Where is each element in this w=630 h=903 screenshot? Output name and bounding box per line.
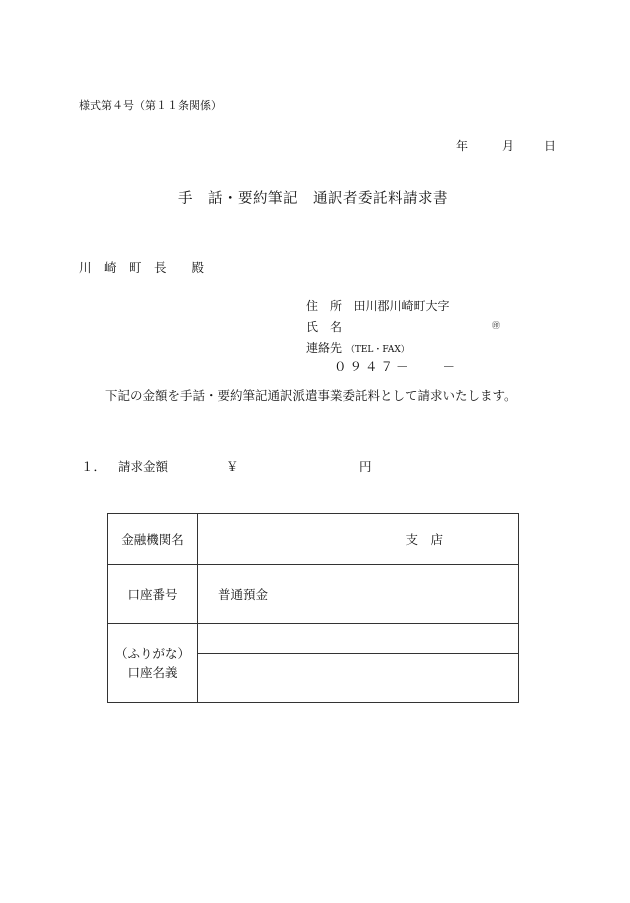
phone-field[interactable]: ０９４７－ － — [334, 359, 459, 374]
date-line — [456, 137, 556, 154]
amount-label — [81, 457, 168, 475]
account-name-label — [108, 624, 198, 703]
date-day: 日 — [544, 139, 557, 153]
sender-address — [306, 297, 449, 314]
account-name-field[interactable] — [198, 654, 519, 703]
request-text: 下記の金額を手話・要約筆記通訳派遣事業委託料として請求いたします。 — [105, 388, 517, 403]
seal-mark: ㊞ — [492, 321, 500, 330]
date-year: 年 — [456, 139, 469, 153]
sender-name[interactable] — [306, 318, 342, 335]
bank-table — [107, 513, 519, 703]
furigana-field[interactable] — [198, 624, 519, 654]
bank-row-account-number — [108, 565, 519, 624]
yen-unit: 円 — [359, 459, 372, 474]
sender-contact — [306, 339, 410, 356]
address-value[interactable]: 田川郡川崎町大字 — [353, 299, 450, 313]
institution-field[interactable] — [198, 514, 519, 565]
account-holder-label: 口座名義 — [127, 665, 178, 680]
yen-sign: ￥ — [226, 459, 239, 474]
form-number: 様式第４号（第１１条関係） — [79, 99, 222, 112]
addressee: 川 崎 町 長 殿 — [79, 260, 205, 275]
account-number-label: 口座番号 — [108, 565, 198, 624]
page-title: 手 話・要約筆記 通訳者委託料請求書 — [178, 191, 448, 207]
account-number-field[interactable] — [198, 565, 519, 624]
branch-label: 支 店 — [405, 532, 443, 547]
furigana-label: （ふりがな） — [114, 646, 190, 661]
date-month: 月 — [502, 139, 515, 153]
amount-label-text: 請求金額 — [117, 459, 168, 474]
contact-note: （TEL・FAX） — [345, 345, 410, 355]
name-label: 氏 名 — [306, 320, 343, 334]
amount-number: １． — [81, 459, 107, 474]
bank-row-institution — [108, 514, 519, 565]
institution-label: 金融機関名 — [108, 514, 198, 565]
account-type: 普通預金 — [218, 587, 269, 602]
contact-label: 連絡先 — [306, 341, 343, 355]
address-label: 住 所 — [306, 299, 343, 313]
bank-row-furigana — [108, 624, 519, 654]
